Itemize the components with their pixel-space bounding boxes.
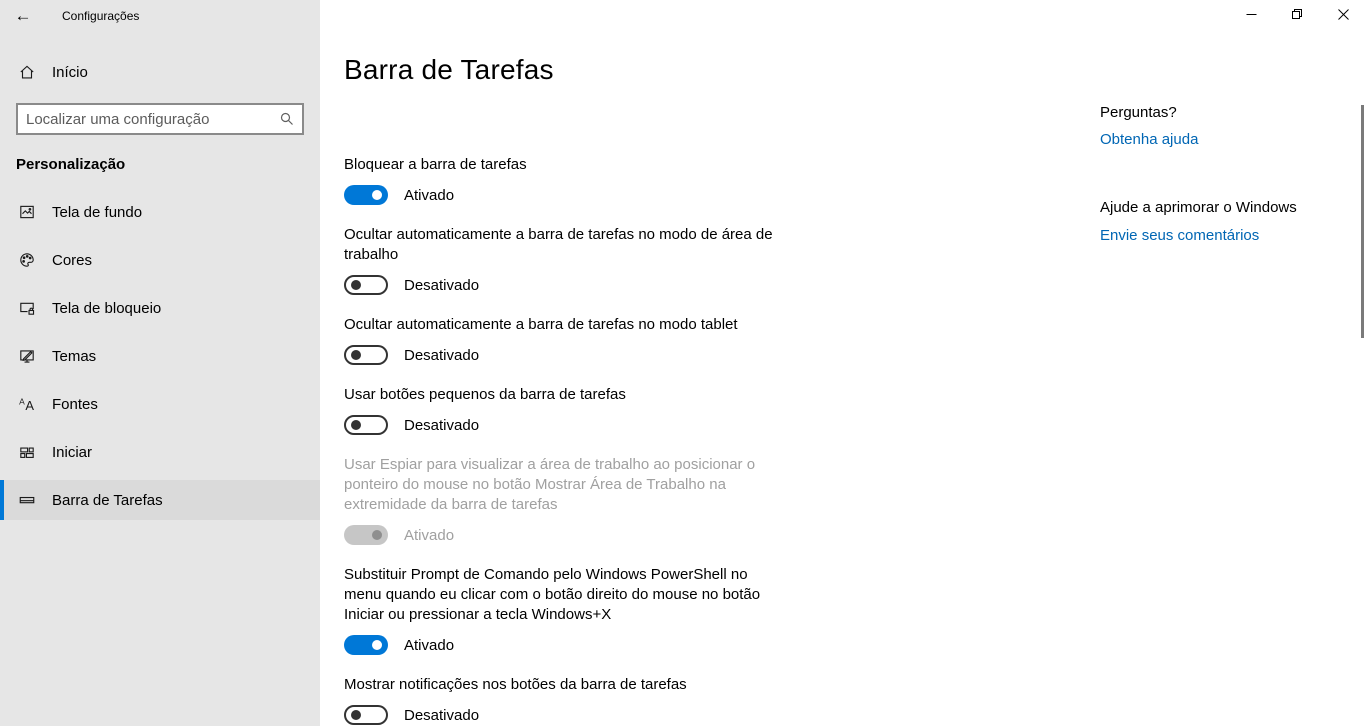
close-button[interactable] bbox=[1320, 0, 1366, 32]
sidebar-item-themes[interactable] bbox=[0, 336, 320, 376]
search-icon[interactable] bbox=[272, 105, 302, 133]
get-help-link[interactable]: Obtenha ajuda bbox=[1100, 131, 1199, 148]
minimize-icon bbox=[1246, 7, 1257, 25]
vertical-scrollbar-thumb[interactable] bbox=[1361, 105, 1364, 338]
setting-autohide-desktop-toggle[interactable] bbox=[344, 275, 388, 295]
setting-peek bbox=[344, 455, 784, 545]
setting-autohide-desktop bbox=[344, 225, 784, 295]
lockscreen-icon bbox=[18, 299, 36, 317]
sidebar-item-fonts-label: Fontes bbox=[52, 395, 98, 413]
back-button[interactable] bbox=[0, 0, 46, 32]
setting-peek-label: Usar Espiar para visualizar a área de trabalho ao posicionar o ponteiro do mouse no botão Mostrar Área de Trabalho na extremidade da barra de tarefas bbox=[344, 456, 756, 513]
setting-lock-taskbar-state: Ativado bbox=[404, 186, 455, 204]
palette-icon bbox=[18, 251, 36, 269]
setting-powershell bbox=[344, 565, 784, 655]
restore-icon bbox=[1291, 7, 1303, 25]
fonts-icon bbox=[18, 395, 36, 413]
setting-badges-toggle[interactable] bbox=[344, 705, 388, 725]
themes-icon bbox=[18, 347, 36, 365]
setting-autohide-tablet-label: Ocultar automaticamente a barra de tarefas no modo tablet bbox=[344, 316, 738, 333]
toggle-knob bbox=[372, 190, 382, 200]
app-title: Configurações bbox=[62, 9, 140, 23]
home-icon bbox=[18, 63, 36, 81]
setting-autohide-tablet-toggle[interactable] bbox=[344, 345, 388, 365]
sidebar-item-home-label: Início bbox=[52, 63, 88, 81]
svg-text:A: A bbox=[19, 396, 25, 407]
toggle-knob bbox=[351, 710, 361, 720]
setting-powershell-toggle[interactable] bbox=[344, 635, 388, 655]
start-tiles-icon bbox=[18, 443, 36, 461]
setting-badges-state: Desativado bbox=[404, 706, 480, 724]
restore-button[interactable] bbox=[1274, 0, 1320, 32]
taskbar-icon bbox=[18, 491, 36, 509]
sidebar-item-colors-label: Cores bbox=[52, 251, 93, 269]
setting-lock-taskbar-label: Bloquear a barra de tarefas bbox=[344, 156, 527, 173]
wallpaper-icon bbox=[18, 203, 36, 221]
sidebar-item-taskbar[interactable] bbox=[0, 480, 320, 520]
close-icon bbox=[1338, 7, 1349, 25]
feedback-link[interactable]: Envie seus comentários bbox=[1100, 227, 1260, 244]
settings-sidebar bbox=[0, 0, 320, 726]
setting-peek-state: Ativado bbox=[404, 526, 455, 544]
toggle-knob bbox=[351, 280, 361, 290]
window-controls bbox=[1228, 0, 1366, 32]
section-header-personalization: Personalização bbox=[16, 156, 126, 173]
search-box bbox=[16, 103, 304, 135]
setting-small-buttons-label: Usar botões pequenos da barra de tarefas bbox=[344, 386, 626, 403]
sidebar-item-themes-label: Temas bbox=[52, 347, 97, 365]
selected-indicator bbox=[0, 480, 4, 520]
toggle-knob bbox=[351, 350, 361, 360]
setting-powershell-state: Ativado bbox=[404, 636, 455, 654]
help-improve-title: Ajude a aprimorar o Windows bbox=[1100, 199, 1297, 216]
setting-powershell-label: Substituir Prompt de Comando pelo Windows PowerShell no menu quando eu clicar com o botão direito do mouse no botão Iniciar ou pressionar a tecla Windows+X bbox=[344, 566, 761, 623]
toggle-knob bbox=[372, 640, 382, 650]
page-title: Barra de Tarefas bbox=[344, 54, 554, 85]
setting-autohide-desktop-state: Desativado bbox=[404, 276, 480, 294]
sidebar-item-start[interactable] bbox=[0, 432, 320, 472]
sidebar-item-wallpaper[interactable] bbox=[0, 192, 320, 232]
sidebar-item-taskbar-label: Barra de Tarefas bbox=[52, 491, 163, 509]
minimize-button[interactable] bbox=[1228, 0, 1274, 32]
sidebar-item-home[interactable] bbox=[0, 54, 320, 90]
sidebar-item-start-label: Iniciar bbox=[52, 443, 93, 461]
toggle-knob bbox=[351, 420, 361, 430]
sidebar-item-wallpaper-label: Tela de fundo bbox=[52, 203, 143, 221]
setting-autohide-tablet-state: Desativado bbox=[404, 346, 480, 364]
svg-text:A: A bbox=[25, 398, 34, 413]
help-questions-title: Perguntas? bbox=[1100, 104, 1177, 121]
back-arrow-icon: ← bbox=[14, 6, 32, 25]
setting-autohide-tablet bbox=[344, 315, 784, 365]
search-input[interactable] bbox=[18, 111, 272, 128]
setting-small-buttons-state: Desativado bbox=[404, 416, 480, 434]
setting-autohide-desktop-label: Ocultar automaticamente a barra de tarefas no modo de área de trabalho bbox=[344, 226, 773, 263]
toggle-knob bbox=[372, 530, 382, 540]
sidebar-item-fonts[interactable] bbox=[0, 384, 320, 424]
settings-list bbox=[344, 155, 784, 726]
setting-peek-toggle bbox=[344, 525, 388, 545]
sidebar-item-lockscreen-label: Tela de bloqueio bbox=[52, 299, 162, 317]
setting-small-buttons-toggle[interactable] bbox=[344, 415, 388, 435]
setting-badges-label: Mostrar notificações nos botões da barra de tarefas bbox=[344, 676, 687, 693]
setting-lock-taskbar bbox=[344, 155, 784, 205]
sidebar-nav bbox=[0, 192, 320, 528]
sidebar-item-colors[interactable] bbox=[0, 240, 320, 280]
sidebar-item-lockscreen[interactable] bbox=[0, 288, 320, 328]
setting-small-buttons bbox=[344, 385, 784, 435]
setting-lock-taskbar-toggle[interactable] bbox=[344, 185, 388, 205]
setting-badges bbox=[344, 675, 784, 725]
